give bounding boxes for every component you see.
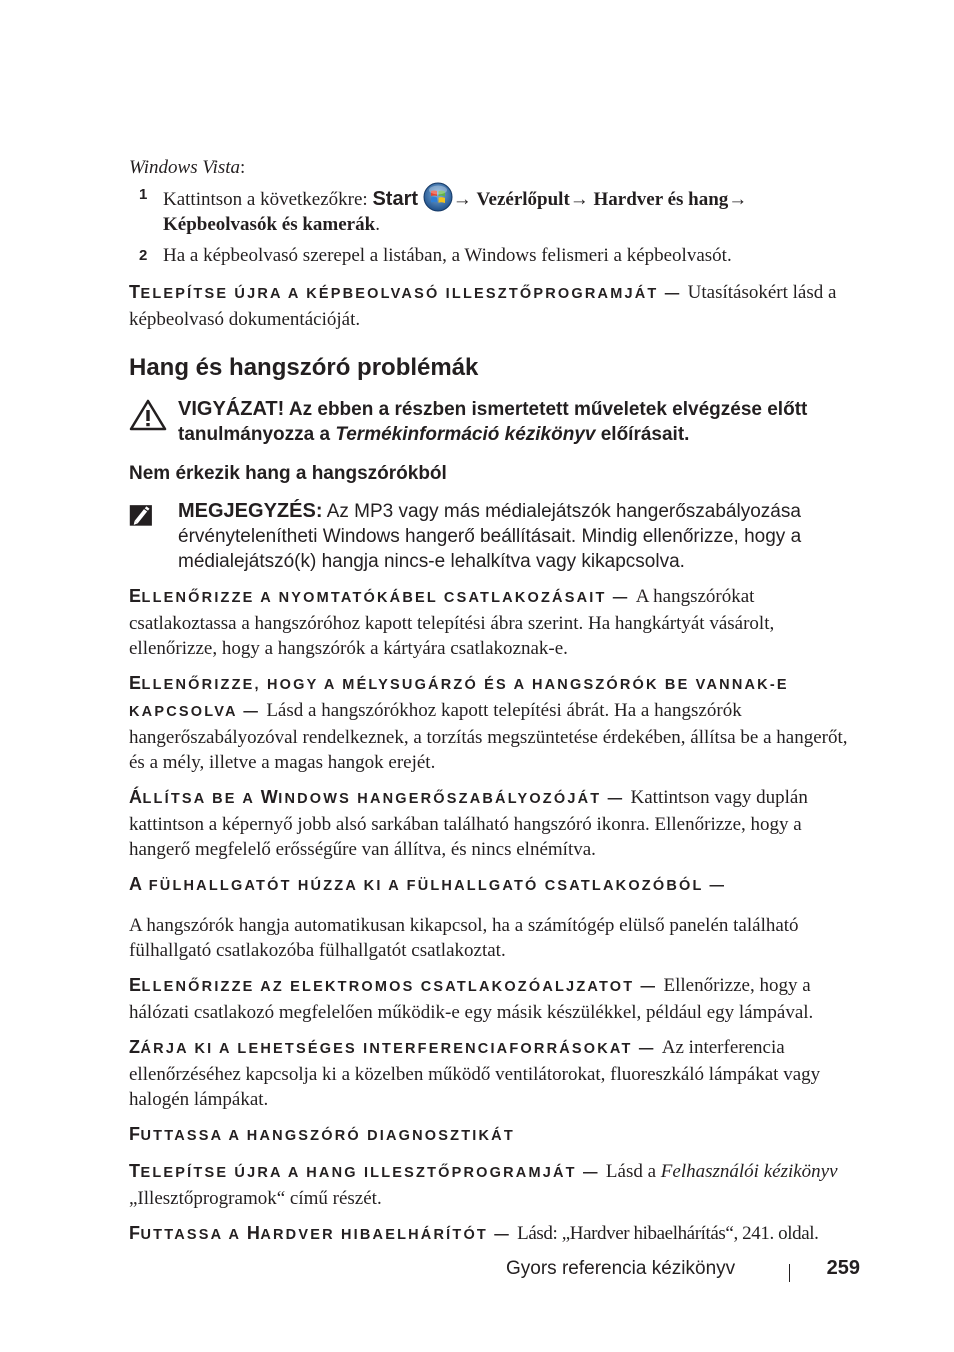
tip-item: ELLENŐRIZZE, HOGY A MÉLYSUGÁRZÓ ÉS A HANGSZÓRÓK BE VANNAK-E KAPCSOLVA — Lásd a hangszórókhoz kapott telepítési ábrát. Ha a hangszórók hangerőszabályozóval rendelkeznek, a torzítás megszüntetése érdekében, állítsa be a hangerőt, és a mély, illetve a magas hangok erejét. bbox=[129, 673, 848, 773]
caution-box: VIGYÁZAT! Az ebben a részben ismertetett műveletek elvégzése előtt tanulmányozza a Termékinformáció kézikönyv előírásait. bbox=[129, 397, 859, 447]
tip-heading: A FÜLHALLGATÓT HÚZZA KI A FÜLHALLGATÓ CSATLAKOZÓBÓL — bbox=[129, 874, 727, 894]
tip-heading: TELEPÍTSE ÚJRA A KÉPBEOLVASÓ ILLESZTŐPROGRAMJÁT bbox=[129, 282, 659, 302]
windows-start-orb-icon bbox=[423, 182, 453, 212]
tip-item: ELLENŐRIZZE AZ ELEKTROMOS CSATLAKOZÓALJZATOT — Ellenőrizze, hogy a hálózati csatlakozó megfelelően működik-e egy másik készülékkel, például egy lámpával. bbox=[129, 975, 814, 1023]
tip-scanner-driver: TELEPÍTSE ÚJRA A KÉPBEOLVASÓ ILLESZTŐPROGRAMJÁT — Utasításokért lásd a képbeolvasó dokumentációját. bbox=[129, 282, 837, 330]
tip-item: TELEPÍTSE ÚJRA A HANG ILLESZTŐPROGRAMJÁT — Lásd a Felhasználói kézikönyv „Illesztőprogramok“ című részét. bbox=[129, 1161, 838, 1209]
page-number: 259 bbox=[826, 1257, 860, 1279]
step-1: 1 Kattintson a következőkre: Start → Vezérlőpult→ Hardver és hang→ Képbeolvasók és kamerák. bbox=[139, 182, 859, 237]
caution-label: VIGYÁZAT! bbox=[178, 398, 285, 420]
tip-item: ELLENŐRIZZE A NYOMTATÓKÁBEL CSATLAKOZÁSAIT — A hangszórókat csatlakoztassa a hangszóróhoz kapott telepítési ábra szerint. Ha hangkártyát vásárolt, ellenőrizze, hogy a hangszórók a kártyára csatlakoznak-e. bbox=[129, 586, 775, 659]
warning-triangle-icon bbox=[129, 399, 167, 431]
os-label: Windows Vista: bbox=[129, 157, 246, 178]
product-info-guide-title: Termékinformáció kézikönyv bbox=[335, 424, 596, 445]
path-hardware-sound: Hardver és hang bbox=[593, 189, 729, 210]
tip-item bbox=[129, 872, 859, 899]
path-control-panel: Vezérlőpult bbox=[476, 189, 570, 210]
tip-heading: FUTTASSA A HARDVER HIBAELHÁRÍTÓT bbox=[129, 1223, 488, 1243]
user-guide-title: Felhasználói kézikönyv bbox=[660, 1161, 838, 1182]
section-title: Hang és hangszóró problémák bbox=[129, 354, 479, 381]
path-scanners-cameras: Képbeolvasók és kamerák bbox=[163, 214, 376, 235]
tip-heading: ZÁRJA KI A LEHETSÉGES INTERFERENCIAFORRÁSOKAT bbox=[129, 1037, 633, 1057]
tip-item bbox=[129, 1122, 859, 1149]
tip-heading: FUTTASSA A HANGSZÓRÓ DIAGNOSZTIKÁT bbox=[129, 1124, 515, 1144]
tip-item: FUTTASSA A HARDVER HIBAELHÁRÍTÓT — Lásd: „Hardver hibaelhárítás“, 241. oldal. bbox=[129, 1223, 819, 1244]
note-box: MEGJEGYZÉS: Az MP3 vagy más médialejátszók hangerőszabályozása érvénytelenítheti Windows hangerő beállításait. Mindig ellenőrizze, hogy a médialejátszó(k) hangja nincs-e lehalkítva vagy kikapcsolva. bbox=[129, 499, 859, 574]
note-label: MEGJEGYZÉS: bbox=[178, 500, 323, 522]
start-label: Start bbox=[372, 188, 419, 210]
pencil-note-icon bbox=[129, 503, 159, 531]
page-footer bbox=[506, 1256, 862, 1284]
subsection-title: Nem érkezik hang a hangszórókból bbox=[129, 463, 447, 484]
step-2: 2 Ha a képbeolvasó szerepel a listában, a Windows felismeri a képbeolvasót. bbox=[139, 245, 732, 266]
footer-title: Gyors referencia kézikönyv bbox=[506, 1258, 736, 1279]
page-content bbox=[129, 155, 859, 1258]
footer-separator bbox=[789, 1264, 790, 1282]
tip-heading: ELLENŐRIZZE AZ ELEKTROMOS CSATLAKOZÓALJZATOT bbox=[129, 975, 635, 995]
tip-body: A hangszórók hangja automatikusan kikapcsol, ha a számítógép elülső panelén található fülhallgató csatlakozóba fülhallgatót csatlakoztat. bbox=[129, 915, 799, 961]
tip-heading: ELLENŐRIZZE A NYOMTATÓKÁBEL CSATLAKOZÁSAIT bbox=[129, 586, 607, 606]
tip-item: ÁLLÍTSA BE A WINDOWS HANGERŐSZABÁLYOZÓJÁT — Kattintson vagy duplán kattintson a képernyő jobb alsó sarkában található hangszóró ikonra. Ellenőrizze, hogy a hangerő megfelelő erősségűre van állítva, és nincs elnémítva. bbox=[129, 787, 808, 860]
tip-heading: ELLENŐRIZZE, HOGY A MÉLYSUGÁRZÓ ÉS A HANGSZÓRÓK BE VANNAK-E KAPCSOLVA bbox=[129, 673, 789, 720]
tip-heading: ÁLLÍTSA BE A WINDOWS HANGERŐSZABÁLYOZÓJÁT bbox=[129, 787, 602, 807]
tip-heading: TELEPÍTSE ÚJRA A HANG ILLESZTŐPROGRAMJÁT bbox=[129, 1161, 577, 1181]
tip-item: ZÁRJA KI A LEHETSÉGES INTERFERENCIAFORRÁSOKAT — Az interferencia ellenőrzéséhez kapcsolja ki a közelben működő ventilátorokat, fluoreszkáló lámpákat vagy halogén lámpákat. bbox=[129, 1037, 821, 1110]
